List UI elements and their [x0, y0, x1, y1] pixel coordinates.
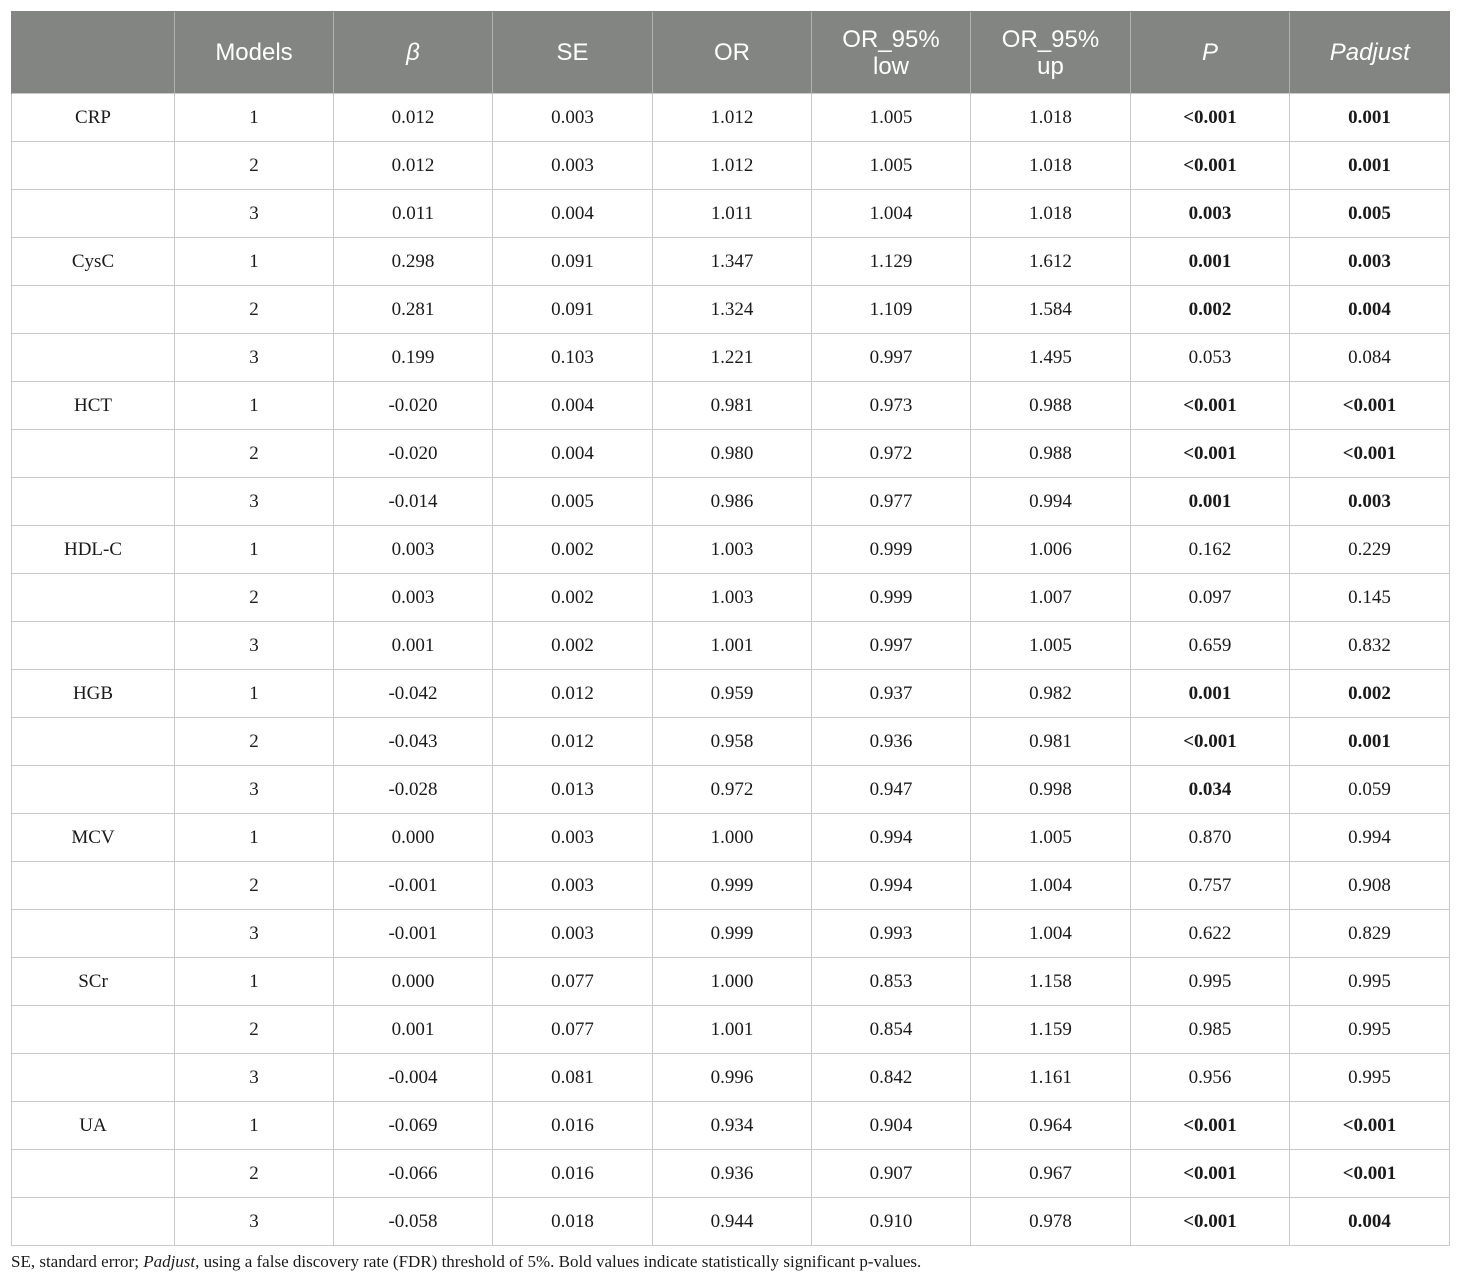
table-body	[12, 94, 1450, 1246]
se-cell: 0.003	[493, 910, 653, 958]
beta-cell: -0.069	[334, 1102, 493, 1150]
beta-cell: -0.043	[334, 718, 493, 766]
variable-cell: MCV	[12, 814, 175, 862]
or-up-cell: 1.159	[971, 1006, 1131, 1054]
or-cell: 0.986	[653, 478, 812, 526]
model-cell: 2	[175, 1006, 334, 1054]
se-cell: 0.012	[493, 670, 653, 718]
or-up-cell: 1.018	[971, 142, 1131, 190]
p-adjust-cell: <0.001	[1290, 1102, 1450, 1150]
se-cell: 0.091	[493, 286, 653, 334]
beta-cell: -0.020	[334, 382, 493, 430]
or-cell: 1.001	[653, 1006, 812, 1054]
se-cell: 0.003	[493, 94, 653, 142]
p-value-cell: 0.097	[1131, 574, 1290, 622]
or-up-cell: 0.988	[971, 430, 1131, 478]
or-cell: 1.003	[653, 526, 812, 574]
column-header-2: β	[334, 12, 493, 94]
model-cell: 2	[175, 718, 334, 766]
or-cell: 0.959	[653, 670, 812, 718]
footnote-text-start: SE, standard error;	[11, 1252, 144, 1271]
table-row	[12, 718, 1450, 766]
p-adjust-cell: 0.001	[1290, 94, 1450, 142]
or-low-cell: 1.109	[812, 286, 971, 334]
p-value-cell: 0.956	[1131, 1054, 1290, 1102]
or-cell: 0.981	[653, 382, 812, 430]
or-cell: 1.221	[653, 334, 812, 382]
p-adjust-cell: 0.001	[1290, 718, 1450, 766]
table-row	[12, 862, 1450, 910]
p-value-cell: <0.001	[1131, 142, 1290, 190]
or-cell: 1.324	[653, 286, 812, 334]
beta-cell: 0.003	[334, 574, 493, 622]
variable-cell	[12, 430, 175, 478]
p-value-cell: <0.001	[1131, 94, 1290, 142]
or-up-cell: 0.978	[971, 1198, 1131, 1246]
p-adjust-cell: 0.059	[1290, 766, 1450, 814]
table-row	[12, 526, 1450, 574]
variable-cell	[12, 766, 175, 814]
beta-cell: 0.199	[334, 334, 493, 382]
se-cell: 0.002	[493, 622, 653, 670]
p-adjust-cell: 0.829	[1290, 910, 1450, 958]
beta-cell: 0.000	[334, 814, 493, 862]
p-value-cell: <0.001	[1131, 1102, 1290, 1150]
p-adjust-cell: <0.001	[1290, 382, 1450, 430]
se-cell: 0.003	[493, 142, 653, 190]
beta-cell: 0.003	[334, 526, 493, 574]
beta-cell: 0.012	[334, 94, 493, 142]
variable-cell: HGB	[12, 670, 175, 718]
p-adjust-cell: 0.995	[1290, 1006, 1450, 1054]
p-adjust-cell: 0.004	[1290, 286, 1450, 334]
beta-cell: 0.298	[334, 238, 493, 286]
p-value-cell: 0.870	[1131, 814, 1290, 862]
p-adjust-cell: 0.229	[1290, 526, 1450, 574]
table-container	[11, 11, 1449, 1246]
p-value-cell: 0.985	[1131, 1006, 1290, 1054]
or-cell: 1.000	[653, 814, 812, 862]
p-value-cell: 0.003	[1131, 190, 1290, 238]
se-cell: 0.013	[493, 766, 653, 814]
table-row	[12, 430, 1450, 478]
table-row	[12, 286, 1450, 334]
or-cell: 0.999	[653, 910, 812, 958]
se-cell: 0.003	[493, 862, 653, 910]
p-value-cell: 0.001	[1131, 670, 1290, 718]
model-cell: 2	[175, 574, 334, 622]
table-row	[12, 190, 1450, 238]
se-cell: 0.018	[493, 1198, 653, 1246]
or-cell: 1.003	[653, 574, 812, 622]
model-cell: 2	[175, 1150, 334, 1198]
p-adjust-cell: 0.832	[1290, 622, 1450, 670]
or-cell: 0.936	[653, 1150, 812, 1198]
variable-cell: UA	[12, 1102, 175, 1150]
se-cell: 0.012	[493, 718, 653, 766]
p-value-cell: 0.162	[1131, 526, 1290, 574]
model-cell: 2	[175, 430, 334, 478]
p-value-cell: 0.001	[1131, 238, 1290, 286]
or-cell: 1.011	[653, 190, 812, 238]
p-adjust-cell: 0.908	[1290, 862, 1450, 910]
or-low-cell: 0.842	[812, 1054, 971, 1102]
model-cell: 3	[175, 622, 334, 670]
results-table	[11, 11, 1450, 1246]
variable-cell: SCr	[12, 958, 175, 1006]
or-low-cell: 0.973	[812, 382, 971, 430]
model-cell: 3	[175, 910, 334, 958]
model-cell: 3	[175, 334, 334, 382]
variable-cell: CysC	[12, 238, 175, 286]
se-cell: 0.077	[493, 958, 653, 1006]
model-cell: 1	[175, 1102, 334, 1150]
beta-cell: 0.011	[334, 190, 493, 238]
beta-cell: 0.281	[334, 286, 493, 334]
p-value-cell: 0.002	[1131, 286, 1290, 334]
variable-cell	[12, 862, 175, 910]
p-adjust-cell: 0.005	[1290, 190, 1450, 238]
column-header-1: Models	[175, 12, 334, 94]
p-value-cell: 0.034	[1131, 766, 1290, 814]
or-low-cell: 0.853	[812, 958, 971, 1006]
or-low-cell: 0.993	[812, 910, 971, 958]
variable-cell	[12, 622, 175, 670]
se-cell: 0.005	[493, 478, 653, 526]
beta-cell: 0.001	[334, 1006, 493, 1054]
footnote-term: Padjust	[143, 1252, 196, 1271]
or-low-cell: 0.854	[812, 1006, 971, 1054]
se-cell: 0.004	[493, 190, 653, 238]
variable-cell	[12, 190, 175, 238]
column-header-4: OR	[653, 12, 812, 94]
se-cell: 0.077	[493, 1006, 653, 1054]
table-row	[12, 1006, 1450, 1054]
p-adjust-cell: 0.145	[1290, 574, 1450, 622]
beta-cell: -0.042	[334, 670, 493, 718]
table-row	[12, 478, 1450, 526]
variable-cell: HCT	[12, 382, 175, 430]
table-row	[12, 1150, 1450, 1198]
or-up-cell: 0.967	[971, 1150, 1131, 1198]
table-row	[12, 142, 1450, 190]
beta-cell: -0.058	[334, 1198, 493, 1246]
column-header-0	[12, 12, 175, 94]
se-cell: 0.016	[493, 1102, 653, 1150]
or-low-cell: 0.907	[812, 1150, 971, 1198]
or-up-cell: 1.584	[971, 286, 1131, 334]
or-up-cell: 1.495	[971, 334, 1131, 382]
variable-cell	[12, 1054, 175, 1102]
beta-cell: -0.001	[334, 862, 493, 910]
or-cell: 0.958	[653, 718, 812, 766]
variable-cell	[12, 286, 175, 334]
variable-cell	[12, 1006, 175, 1054]
or-up-cell: 1.005	[971, 814, 1131, 862]
or-low-cell: 0.994	[812, 814, 971, 862]
or-up-cell: 0.988	[971, 382, 1131, 430]
or-cell: 0.944	[653, 1198, 812, 1246]
or-cell: 1.347	[653, 238, 812, 286]
or-low-cell: 1.004	[812, 190, 971, 238]
se-cell: 0.103	[493, 334, 653, 382]
variable-cell	[12, 1198, 175, 1246]
or-up-cell: 0.998	[971, 766, 1131, 814]
table-row	[12, 1054, 1450, 1102]
or-up-cell: 1.005	[971, 622, 1131, 670]
or-up-cell: 1.004	[971, 862, 1131, 910]
or-up-cell: 0.994	[971, 478, 1131, 526]
variable-cell	[12, 910, 175, 958]
p-value-cell: 0.659	[1131, 622, 1290, 670]
model-cell: 3	[175, 478, 334, 526]
or-low-cell: 0.977	[812, 478, 971, 526]
or-up-cell: 1.006	[971, 526, 1131, 574]
model-cell: 1	[175, 814, 334, 862]
or-up-cell: 1.004	[971, 910, 1131, 958]
or-up-cell: 1.612	[971, 238, 1131, 286]
or-low-cell: 0.972	[812, 430, 971, 478]
or-up-cell: 0.982	[971, 670, 1131, 718]
p-value-cell: 0.995	[1131, 958, 1290, 1006]
column-header-8: Padjust	[1290, 12, 1450, 94]
or-low-cell: 0.910	[812, 1198, 971, 1246]
model-cell: 3	[175, 1054, 334, 1102]
p-value-cell: 0.622	[1131, 910, 1290, 958]
p-adjust-cell: 0.002	[1290, 670, 1450, 718]
table-row	[12, 814, 1450, 862]
or-cell: 1.001	[653, 622, 812, 670]
model-cell: 1	[175, 958, 334, 1006]
or-low-cell: 0.999	[812, 526, 971, 574]
column-header-5: OR_95% low	[812, 12, 971, 94]
or-up-cell: 1.007	[971, 574, 1131, 622]
se-cell: 0.002	[493, 574, 653, 622]
p-adjust-cell: 0.003	[1290, 238, 1450, 286]
or-cell: 0.980	[653, 430, 812, 478]
model-cell: 1	[175, 670, 334, 718]
p-adjust-cell: 0.001	[1290, 142, 1450, 190]
variable-cell	[12, 1150, 175, 1198]
model-cell: 3	[175, 1198, 334, 1246]
p-adjust-cell: 0.994	[1290, 814, 1450, 862]
table-row	[12, 334, 1450, 382]
or-low-cell: 0.947	[812, 766, 971, 814]
p-value-cell: <0.001	[1131, 718, 1290, 766]
model-cell: 1	[175, 94, 334, 142]
or-up-cell: 0.964	[971, 1102, 1131, 1150]
or-cell: 0.999	[653, 862, 812, 910]
se-cell: 0.016	[493, 1150, 653, 1198]
table-row	[12, 958, 1450, 1006]
p-adjust-cell: 0.004	[1290, 1198, 1450, 1246]
column-header-3: SE	[493, 12, 653, 94]
or-low-cell: 0.904	[812, 1102, 971, 1150]
beta-cell: 0.000	[334, 958, 493, 1006]
variable-cell	[12, 718, 175, 766]
variable-cell	[12, 142, 175, 190]
beta-cell: -0.014	[334, 478, 493, 526]
beta-cell: -0.020	[334, 430, 493, 478]
or-cell: 0.996	[653, 1054, 812, 1102]
model-cell: 3	[175, 190, 334, 238]
variable-cell	[12, 334, 175, 382]
table-row	[12, 622, 1450, 670]
p-value-cell: 0.053	[1131, 334, 1290, 382]
se-cell: 0.091	[493, 238, 653, 286]
p-value-cell: 0.757	[1131, 862, 1290, 910]
footnote-text-end: , using a false discovery rate (FDR) threshold of 5%. Bold values indicate statistically significant p-values.	[195, 1252, 922, 1271]
p-adjust-cell: 0.995	[1290, 958, 1450, 1006]
column-header-6: OR_95% up	[971, 12, 1131, 94]
column-header-7: P	[1131, 12, 1290, 94]
p-adjust-cell: 0.084	[1290, 334, 1450, 382]
p-adjust-cell: <0.001	[1290, 430, 1450, 478]
or-up-cell: 1.018	[971, 94, 1131, 142]
table-row	[12, 1102, 1450, 1150]
variable-cell	[12, 478, 175, 526]
se-cell: 0.081	[493, 1054, 653, 1102]
beta-cell: 0.012	[334, 142, 493, 190]
or-cell: 1.012	[653, 142, 812, 190]
p-adjust-cell: <0.001	[1290, 1150, 1450, 1198]
table-row	[12, 238, 1450, 286]
p-value-cell: 0.001	[1131, 478, 1290, 526]
or-low-cell: 0.997	[812, 334, 971, 382]
or-cell: 0.972	[653, 766, 812, 814]
model-cell: 2	[175, 286, 334, 334]
or-low-cell: 1.129	[812, 238, 971, 286]
table-row	[12, 670, 1450, 718]
or-up-cell: 1.158	[971, 958, 1131, 1006]
table-row	[12, 766, 1450, 814]
or-up-cell: 1.161	[971, 1054, 1131, 1102]
or-up-cell: 1.018	[971, 190, 1131, 238]
or-low-cell: 0.999	[812, 574, 971, 622]
variable-cell	[12, 574, 175, 622]
beta-cell: -0.004	[334, 1054, 493, 1102]
variable-cell: HDL-C	[12, 526, 175, 574]
or-low-cell: 1.005	[812, 94, 971, 142]
table-row	[12, 574, 1450, 622]
table-row	[12, 1198, 1450, 1246]
p-value-cell: <0.001	[1131, 382, 1290, 430]
model-cell: 1	[175, 526, 334, 574]
or-up-cell: 0.981	[971, 718, 1131, 766]
or-cell: 1.012	[653, 94, 812, 142]
or-low-cell: 0.937	[812, 670, 971, 718]
p-adjust-cell: 0.003	[1290, 478, 1450, 526]
beta-cell: -0.028	[334, 766, 493, 814]
model-cell: 2	[175, 142, 334, 190]
variable-cell: CRP	[12, 94, 175, 142]
or-low-cell: 0.994	[812, 862, 971, 910]
p-adjust-cell: 0.995	[1290, 1054, 1450, 1102]
p-value-cell: <0.001	[1131, 1150, 1290, 1198]
beta-cell: -0.001	[334, 910, 493, 958]
header-row	[12, 12, 1450, 94]
table-footnote	[11, 1252, 1451, 1272]
or-low-cell: 0.997	[812, 622, 971, 670]
model-cell: 1	[175, 238, 334, 286]
se-cell: 0.004	[493, 430, 653, 478]
or-low-cell: 1.005	[812, 142, 971, 190]
or-low-cell: 0.936	[812, 718, 971, 766]
beta-cell: 0.001	[334, 622, 493, 670]
table-row	[12, 94, 1450, 142]
or-cell: 1.000	[653, 958, 812, 1006]
se-cell: 0.003	[493, 814, 653, 862]
p-value-cell: <0.001	[1131, 430, 1290, 478]
model-cell: 2	[175, 862, 334, 910]
p-value-cell: <0.001	[1131, 1198, 1290, 1246]
model-cell: 1	[175, 382, 334, 430]
table-row	[12, 910, 1450, 958]
table-row	[12, 382, 1450, 430]
model-cell: 3	[175, 766, 334, 814]
se-cell: 0.004	[493, 382, 653, 430]
se-cell: 0.002	[493, 526, 653, 574]
beta-cell: -0.066	[334, 1150, 493, 1198]
or-cell: 0.934	[653, 1102, 812, 1150]
